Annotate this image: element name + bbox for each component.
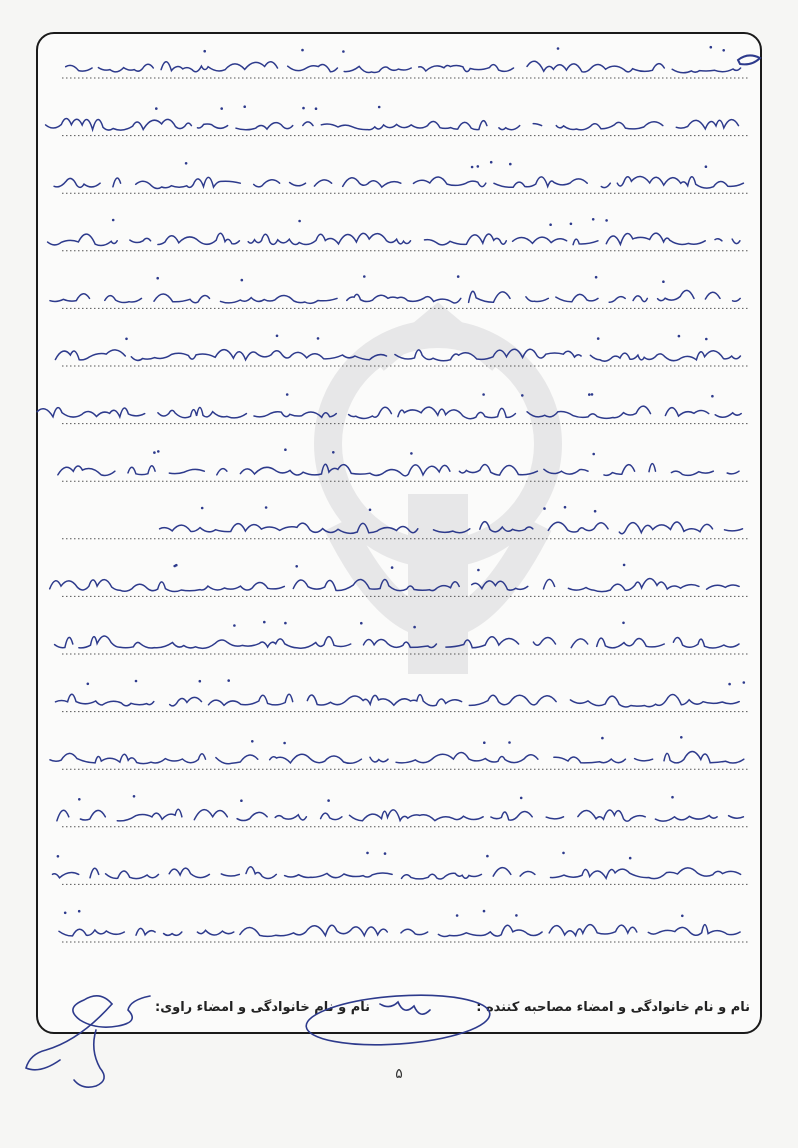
narrator-signature-label: نام و نام خانوادگی و امضاء راوی: xyxy=(155,1000,370,1015)
interviewer-signature-scribble xyxy=(380,1002,430,1014)
narrator-signature-scribble-2 xyxy=(26,1004,112,1070)
interviewer-signature-label: نام و نام خانوادگی و امضاء مصاحبه کننده : xyxy=(476,1000,750,1015)
page-number: ۵ xyxy=(395,1066,403,1082)
interviewer-signature-loop xyxy=(305,990,492,1051)
narrator-signature-scribble-1 xyxy=(73,996,150,1027)
